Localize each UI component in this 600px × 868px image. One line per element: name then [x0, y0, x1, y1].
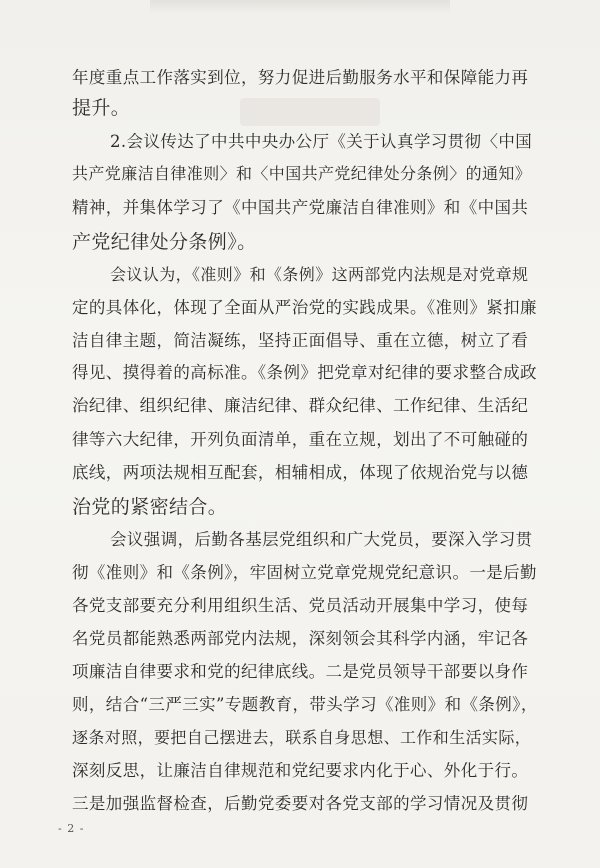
text-line: 彻《准则》和《条例》，牢固树立党章党规党纪意识。一是后勤 [72, 563, 537, 582]
text-line: 定的具体化，体现了全面从严治党的实践成果。《准则》紧扣廉 [72, 298, 537, 317]
text-line: 各党支部要充分利用组织生活、党员活动开展集中学习，使每 [72, 596, 529, 615]
text-line: 洁自律主题，简洁凝练，坚持正面倡导、重在立德，树立了看 [72, 331, 529, 350]
text-line: 治纪律、组织纪律、廉洁纪律、群众纪律、工作纪律、生活纪 [72, 396, 529, 415]
text-line: 共产党廉洁自律准则〉和〈中国共产党纪律处分条例〉的通知》 [72, 164, 532, 183]
scan-top-mark [150, 0, 450, 14]
text-line: 得见、摸得着的高标准。《条例》把党章对纪律的要求整合成政 [72, 363, 537, 382]
text-line: 底线，两项法规相互配套，相辅相成，体现了依规治党与以德 [72, 463, 529, 482]
text-line: 年度重点工作落实到位，努力促进后勤服务水平和保障能力再 [72, 68, 529, 87]
bleed-through-mark [240, 98, 380, 126]
text-line: 产党纪律处分条例》。 [72, 231, 257, 253]
text-line: 会议认为，《准则》和《条例》这两部党内法规是对党章规 [110, 265, 529, 284]
text-line: 项廉洁自律要求和党的纪律底线。二是党员领导干部要以身作 [72, 662, 529, 681]
text-line: 深刻反思，让廉洁自律规范和党纪要求内化于心、外化于行。 [72, 761, 529, 780]
text-line: 三是加强监督检查，后勤党委要对各党支部的学习情况及贯彻 [72, 794, 529, 813]
text-line: 会议强调，后勤各基层党组织和广大党员，要深入学习贯 [110, 530, 533, 549]
text-line: 律等六大纪律，开列负面清单，重在立规，划出了不可触碰的 [72, 430, 529, 449]
text-line: 名党员都能熟悉两部党内法规，深刻领会其科学内涵，牢记各 [72, 629, 529, 648]
page-number: - 2 - [58, 822, 85, 835]
text-line: 2.会议传达了中共中央办公厅《关于认真学习贯彻〈中国 [110, 132, 533, 151]
text-line: 逐条对照，要把自己摆进去，联系自身思想、工作和生活实际， [72, 728, 532, 747]
text-line: 治党的紧密结合。 [72, 496, 228, 518]
text-line: 精神，并集体学习了《中国共产党廉洁自律准则》和《中国共 [72, 198, 529, 217]
text-line: 提升。 [72, 97, 131, 119]
text-line: 则，结合“三严三实”专题教育，带头学习《准则》和《条例》， [72, 695, 538, 714]
